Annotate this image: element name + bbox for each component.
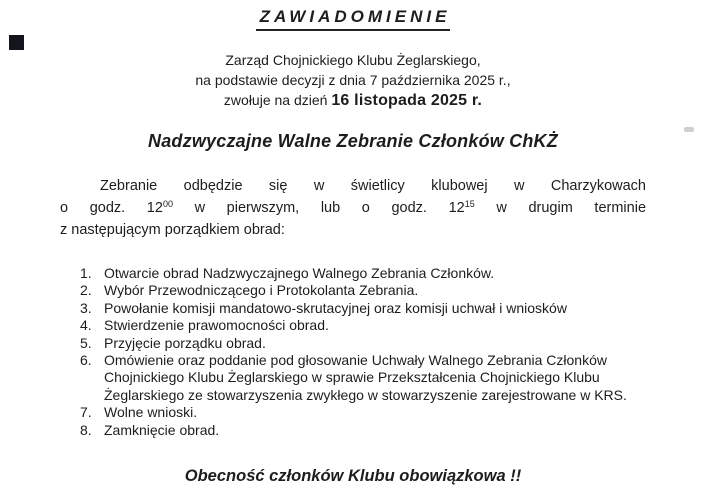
agenda-item-text: Wybór Przewodniczącego i Protokolanta Zebrania.: [104, 282, 419, 299]
paragraph-line-2: [60, 198, 646, 221]
agenda-item-text: Stwierdzenie prawomocności obrad.: [104, 317, 329, 334]
agenda-item: [80, 300, 660, 317]
agenda-item-text: Powołanie komisji mandatowo-skrutacyjnej oraz komisji uchwał i wniosków: [104, 299, 567, 316]
intro-block: [0, 50, 706, 111]
agenda-item-text: Wolne wnioski.: [104, 404, 198, 421]
intro-line-3: [0, 90, 706, 111]
agenda-item-text: Zamknięcie obrad.: [104, 421, 220, 438]
attendance-notice: Obecność członków Klubu obowiązkowa !!: [184, 467, 522, 485]
agenda-item-number: 5.: [80, 334, 92, 351]
agenda-item-number: 3.: [80, 299, 92, 316]
paragraph-line-1: Zebranie odbędzie się w świetlicy klubowej w Charzykowach: [100, 178, 646, 194]
notice-title-wrap: [0, 7, 706, 31]
body-paragraph: [60, 176, 646, 242]
agenda-item: [80, 422, 660, 439]
agenda-item: [80, 404, 660, 421]
meeting-heading: Nadzwyczajne Walne Zebranie Członków ChKŻ: [148, 131, 558, 151]
agenda-item: [80, 317, 660, 334]
agenda-item: [80, 282, 660, 299]
time-superscript-1: 00: [162, 198, 173, 209]
agenda-item: [80, 352, 660, 404]
intro-line-1: Zarząd Chojnickiego Klubu Żeglarskiego,: [225, 52, 481, 68]
agenda-item-text: Otwarcie obrad Nadzwyczajnego Walnego Zebrania Członków.: [104, 265, 495, 281]
time-text-b: w pierwszym, lub o godz. 12: [172, 199, 465, 216]
paragraph-line-3: z następującym porządkiem obrad:: [60, 222, 285, 238]
agenda-item-number: 1.: [80, 265, 92, 281]
agenda-item-number: 4.: [80, 317, 92, 334]
agenda-item-number: 7.: [80, 404, 92, 421]
intro-line-2: na podstawie decyzji z dnia 7 października 2025 r.,: [195, 72, 511, 88]
agenda-item-text: Omówienie oraz poddanie pod głosowanie Uchwały Walnego Zebrania Członków Chojnickiego Klubu Żeglarskiego w sprawie Przekształcenia Chojnickiego Klubu Żeglarskiego ze stowarzyszenia zwykłego w stowarzyszenie zarejestrowane w KRS.: [104, 352, 627, 403]
intro-line-3-prefix: zwołuje na dzień: [223, 92, 332, 108]
agenda-item-text: Przyjęcie porządku obrad.: [104, 334, 266, 351]
time-text-a: o godz. 12: [60, 199, 163, 216]
agenda-item: [80, 335, 660, 352]
agenda-item-number: 8.: [80, 421, 92, 438]
agenda-item-number: 6.: [80, 352, 92, 369]
scan-artifact-square: [9, 35, 24, 50]
time-superscript-2: 15: [464, 198, 475, 209]
time-text-c: w drugim terminie: [474, 199, 647, 216]
agenda-item: [80, 265, 660, 282]
notice-title: ZAWIADOMIENIE: [256, 7, 451, 31]
meeting-date: 16 listopada 2025 r.: [331, 92, 483, 109]
agenda-item-number: 2.: [80, 282, 92, 299]
agenda-list: [80, 265, 660, 439]
